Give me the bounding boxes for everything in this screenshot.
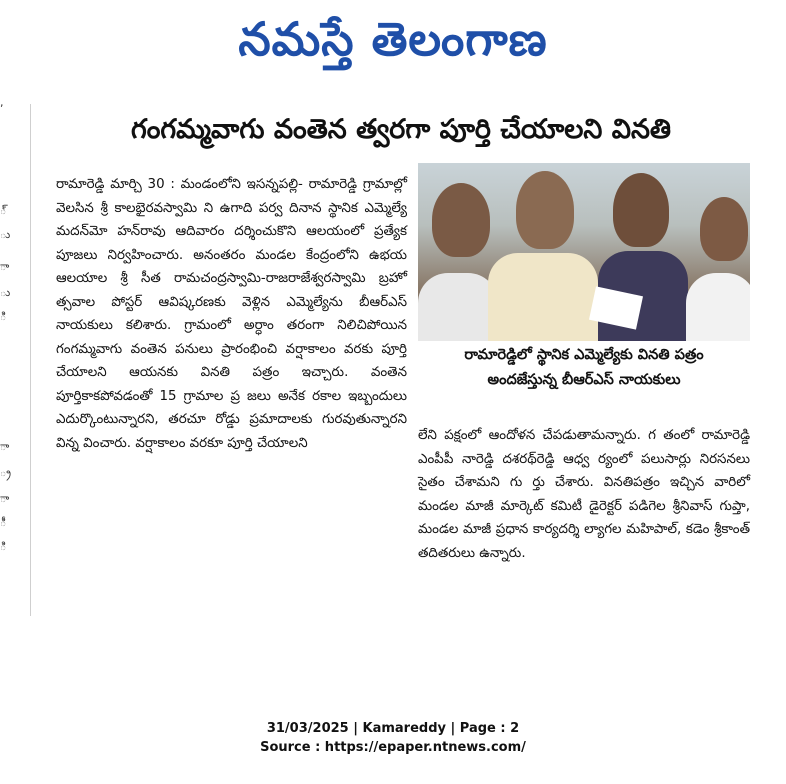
article-headline: గంగమ్మవాగు వంతెన త్వరగా పూర్తి చేయాలని వినతి: [130, 114, 672, 145]
edge-mark: ు: [0, 286, 11, 299]
photo-caption-line: రామారెడ్డిలో స్థానిక ఎమ్మెల్యేకు వినతి పత్రం: [464, 347, 704, 363]
photo-figure: [700, 197, 748, 261]
edition-info: 31/03/2025 | Kamareddy | Page : 2: [266, 721, 520, 736]
photo-figure: [488, 253, 598, 341]
news-photo: [418, 163, 750, 341]
article-column-2: [418, 424, 750, 565]
photo-figure: [686, 273, 750, 341]
edge-mark: ా: [0, 492, 10, 505]
edge-mark: ్ర: [0, 466, 11, 479]
photo-caption: [418, 343, 750, 393]
page-footer: [0, 719, 786, 757]
edge-mark: ి: [0, 310, 7, 323]
edge-mark: ,: [0, 96, 4, 109]
edge-mark: ా: [0, 440, 10, 453]
article-body-text: రామారెడ్డి మార్చి 30 : మండంలోని ఇసన్నపల్లి- రామారెడ్డి గ్రామాల్లో వెలసిన శ్రీ కాలభైరవస్వామి ని ఉగాది పర్వ దినాన స్థానిక ఎమ్మెల్యే మదన్‌మో హన్‌రావు ఆదివారం దర్శించుకొని ఆలయంలో ప్రత్యేక పూజలు నిర్వహించారు. అనంతరం మండల కేంద్రంలోని ఉభయ ఆలయాల శ్రీ సీత రామచంద్రస్వామి-రాజరాజేశ్వరస్వామి బ్రహో త్సవాల పోస్టర్ ఆవిష్కరణకు వెళ్లిన ఎమ్మెల్యేను బీఆర్ఎస్ నాయకులు కలిశారు. గ్రామంలో అర్ధాం తరంగా నిలిచిపోయిన గంగమ్మవాగు వంతెన పనులు ప్రారంభించి వర్షాకాలం వరకు పూర్తి చేయాలని ఆయనకు వినతి పత్రం ఇచ్చారు. వంతెన పూర్తికాకపోవడంతో 15 గ్రామాల ప్ర జలు అనేక రకాల ఇబ్బందులు ఎదుర్కొంటున్నారని, తరచూ రోడ్డు ప్రమాదాలకు గురవుతున్నారని విన్న వించారు. వర్షాకాలం వరకూ పూర్తి చేయాలని: [56, 177, 407, 451]
photo-caption-line: అందజేస్తున్న బీఆర్ఎస్ నాయకులు: [487, 372, 681, 388]
edge-mark: ా: [0, 260, 10, 273]
edge-mark: ్: [0, 204, 7, 217]
edge-mark: ు: [0, 228, 11, 241]
photo-figure: [516, 171, 574, 249]
photo-figure: [613, 173, 669, 247]
article-body-text: లేని పక్షంలో ఆందోళన చేపడుతామన్నారు. గ తంలో రామారెడ్డి ఎంపీపీ నారెడ్డి దశరథ్‌రెడ్డి ఆధ్వ ర్యంలో పలుసార్లు నిరసనలు సైతం చేశామని గు ర్తు చేశారు. వినతిపత్రం ఇచ్చిన వారిలో మండల మాజీ మార్కెట్ కమిటీ డైరెక్టర్ పడిగెల శ్రీనివాస్ గుప్తా, మండల మాజీ ప్రధాన కార్యదర్శి ల్యాగల మహిపాల్, కడెం శ్రీకాంత్ తదితరులు ఉన్నారు.: [418, 428, 750, 561]
edge-mark: ి: [0, 540, 7, 553]
source-link[interactable]: Source : https://epaper.ntnews.com/: [260, 740, 526, 755]
photo-figure: [418, 273, 498, 341]
article-column-1: [56, 173, 407, 455]
masthead-logo: నమస్తే తెలంగాణ: [238, 12, 548, 66]
photo-figure: [432, 183, 490, 257]
edge-mark: ీ: [0, 516, 7, 529]
column-divider: [30, 104, 31, 616]
adjacent-column-fragment: [0, 88, 10, 628]
